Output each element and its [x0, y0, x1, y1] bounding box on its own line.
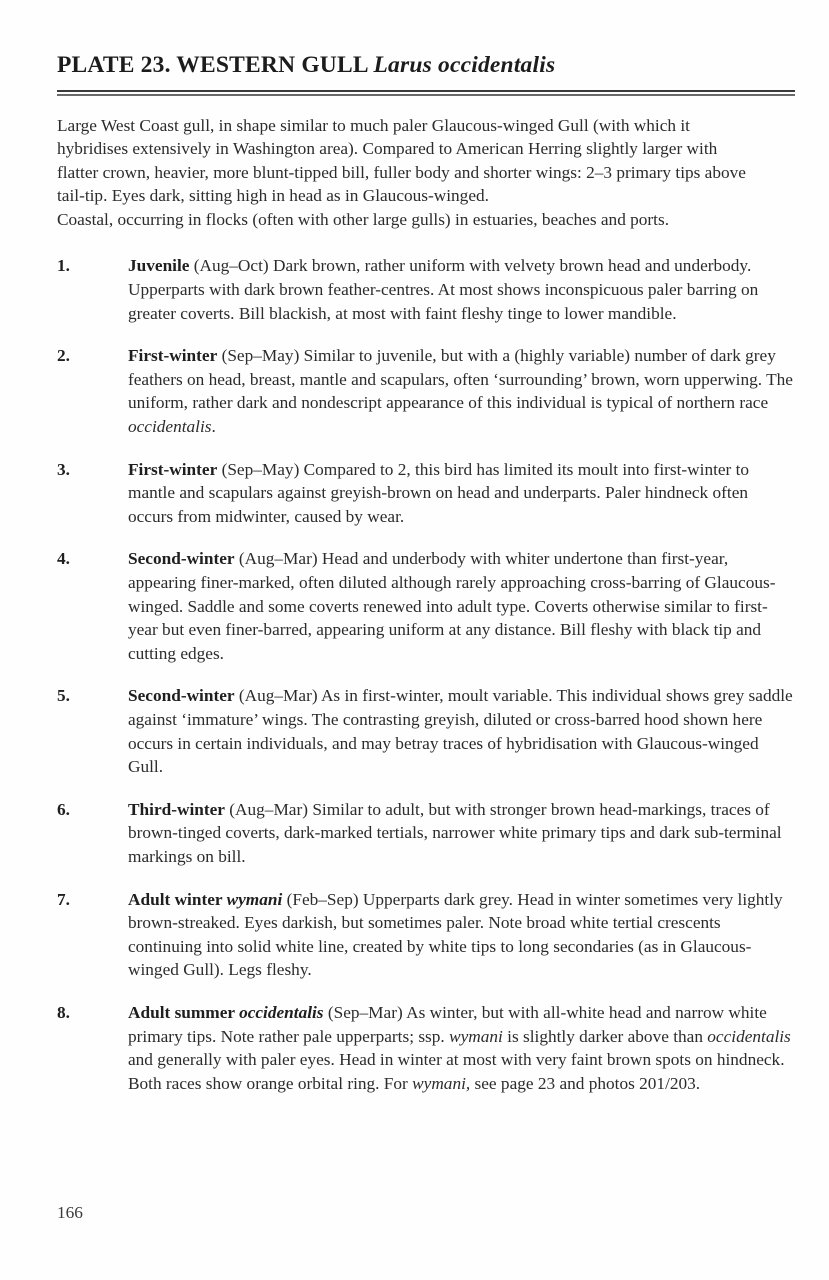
entry-number: 5. [57, 686, 70, 706]
entry-race-wymani-italic: wymani [449, 1026, 503, 1046]
entry-season: (Sep–Mar) [323, 1002, 407, 1022]
entry-body: Compared to 2, this bird has limited its moult into first-winter to mantle and scapulars against greyish-brown on head and underparts. Paler hindneck often occurs from midwinter, caused by wear. [128, 459, 750, 526]
entry-season: (Aug–Oct) [189, 256, 273, 276]
entry-number: 4. [57, 549, 70, 569]
entry-season: (Sep–May) [217, 346, 304, 366]
entry-plumage-label: First-winter [128, 459, 218, 479]
entry-description [128, 798, 797, 869]
entry-number: 8. [57, 1002, 70, 1022]
species-scientific-name: Larus occidentalis [373, 52, 556, 78]
list-item [57, 254, 797, 325]
page-number: 166 [57, 1203, 83, 1222]
entry-body: Head and underbody with whiter undertone than first-year, appearing finer-marked, often diluted although rarely approaching cross-barring of Glaucous-winged. Saddle and some coverts renewed into adult type. Coverts otherwise similar to first-year but even finer-barred, appearing uniform at any distance. Bill fleshy with black tip and cutting edges. [128, 549, 776, 663]
entry-plumage-label: First-winter [128, 346, 218, 366]
entry-number: 1. [57, 256, 70, 276]
title-divider [57, 90, 795, 95]
entry-description [128, 1001, 797, 1095]
page-title [57, 52, 797, 79]
entry-number: 3. [57, 459, 70, 479]
entry-number: 6. [57, 799, 70, 819]
list-item [57, 458, 797, 529]
entry-body-part-4: see page 23 and photos 201/203. [470, 1073, 701, 1093]
entry-season: (Aug–Mar) [234, 686, 321, 706]
entry-body: Similar to adult, but with stronger brown head-markings, traces of brown-tinged coverts, dark-marked tertials, narrower white primary tips and dark sub-terminal markings on bill. [128, 799, 782, 866]
entry-body-part-1: As winter, but with all-white head and narrow white primary tips. Note rather pale upperparts; ssp. [128, 1002, 767, 1046]
entry-season: (Aug–Mar) [234, 549, 322, 569]
entry-race-italic: wymani [226, 889, 283, 909]
intro-paragraph-2: Coastal, occurring in flocks (often with other large gulls) in estuaries, beaches and ports. [57, 209, 670, 229]
plate-label: PLATE 23. WESTERN GULL [57, 52, 374, 78]
entry-description [128, 684, 797, 778]
plumage-entries-list [57, 254, 797, 1095]
entry-plumage-label: Second-winter [128, 686, 235, 706]
entry-body-part-2: is slightly darker above than [502, 1026, 708, 1046]
entry-plumage-label: Adult winter [128, 889, 227, 909]
intro-section [57, 114, 757, 232]
entry-description [128, 547, 797, 665]
entry-body: As in first-winter, moult variable. This individual shows grey saddle against ‘immature’ wings. The contrasting greyish, diluted or cross-barred hood shown here occurs in certain individuals, and may betray traces of hybridisation with Glaucous-winged Gull. [128, 686, 793, 777]
entry-number: 2. [57, 346, 70, 366]
entry-plumage-label: Second-winter [128, 549, 235, 569]
list-item [57, 684, 797, 778]
entry-description [128, 344, 797, 438]
entry-plumage-label: Third-winter [128, 799, 225, 819]
entry-body: Upperparts dark grey. Head in winter sometimes very lightly brown-streaked. Eyes darkish, but sometimes paler. Note broad white tertial crescents continuing into solid white line, created by white tips to long secondaries (as in Glaucous-winged Gull). Legs fleshy. [128, 889, 783, 980]
list-item [57, 547, 797, 665]
entry-body: Similar to juvenile, but with a (highly variable) number of dark grey feathers on head, breast, mantle and scapulars, often ‘surrounding’ brown, worn upperwing. The uniform, rather dark and nondescript appearance of this individual is typical of northern race [128, 346, 793, 413]
list-item [57, 888, 797, 982]
entry-season: (Aug–Mar) [224, 799, 313, 819]
list-item [57, 344, 797, 438]
divider-thin-line [57, 94, 795, 95]
entry-plumage-label: Adult summer [128, 1002, 240, 1022]
entry-race-occidentalis-italic: occidentalis [707, 1026, 791, 1046]
entry-race-italic: occidentalis [128, 417, 212, 437]
page-content [57, 52, 797, 1114]
entry-body: Dark brown, rather uniform with velvety brown head and underbody. Upperparts with dark brown feather-centres. At most shows inconspicuous paler barring on greater coverts. Bill blackish, at most with faint fleshy tinge to lower mandible. [128, 256, 759, 323]
entry-body-part-3: and generally with paler eyes. Head in winter at most with very faint brown spots on hindneck. Both races show orange orbital ring. For [128, 1050, 785, 1093]
entry-season: (Sep–May) [217, 459, 304, 479]
entry-description [128, 458, 797, 529]
intro-paragraph-1: Large West Coast gull, in shape similar to much paler Glaucous-winged Gull (with which it hybridises extensively in Washington area). Compared to American Herring slightly larger with flatter crown, heavier, more blunt-tipped bill, fuller body and shorter wings: 2–3 primary tips above tail-tip. Eyes dark, sitting high in head as in Glaucous-winged. [57, 115, 746, 206]
list-item [57, 798, 797, 869]
entry-plumage-label: Juvenile [128, 256, 190, 276]
entry-number: 7. [57, 889, 70, 909]
entry-season: (Feb–Sep) [282, 889, 363, 909]
entry-race-wymani-ref-italic: wymani, [412, 1073, 471, 1093]
entry-description [128, 888, 797, 982]
entry-body-end: . [211, 417, 216, 437]
list-item [57, 1001, 797, 1095]
entry-description [128, 254, 797, 325]
entry-race-italic: occidentalis [239, 1002, 324, 1022]
